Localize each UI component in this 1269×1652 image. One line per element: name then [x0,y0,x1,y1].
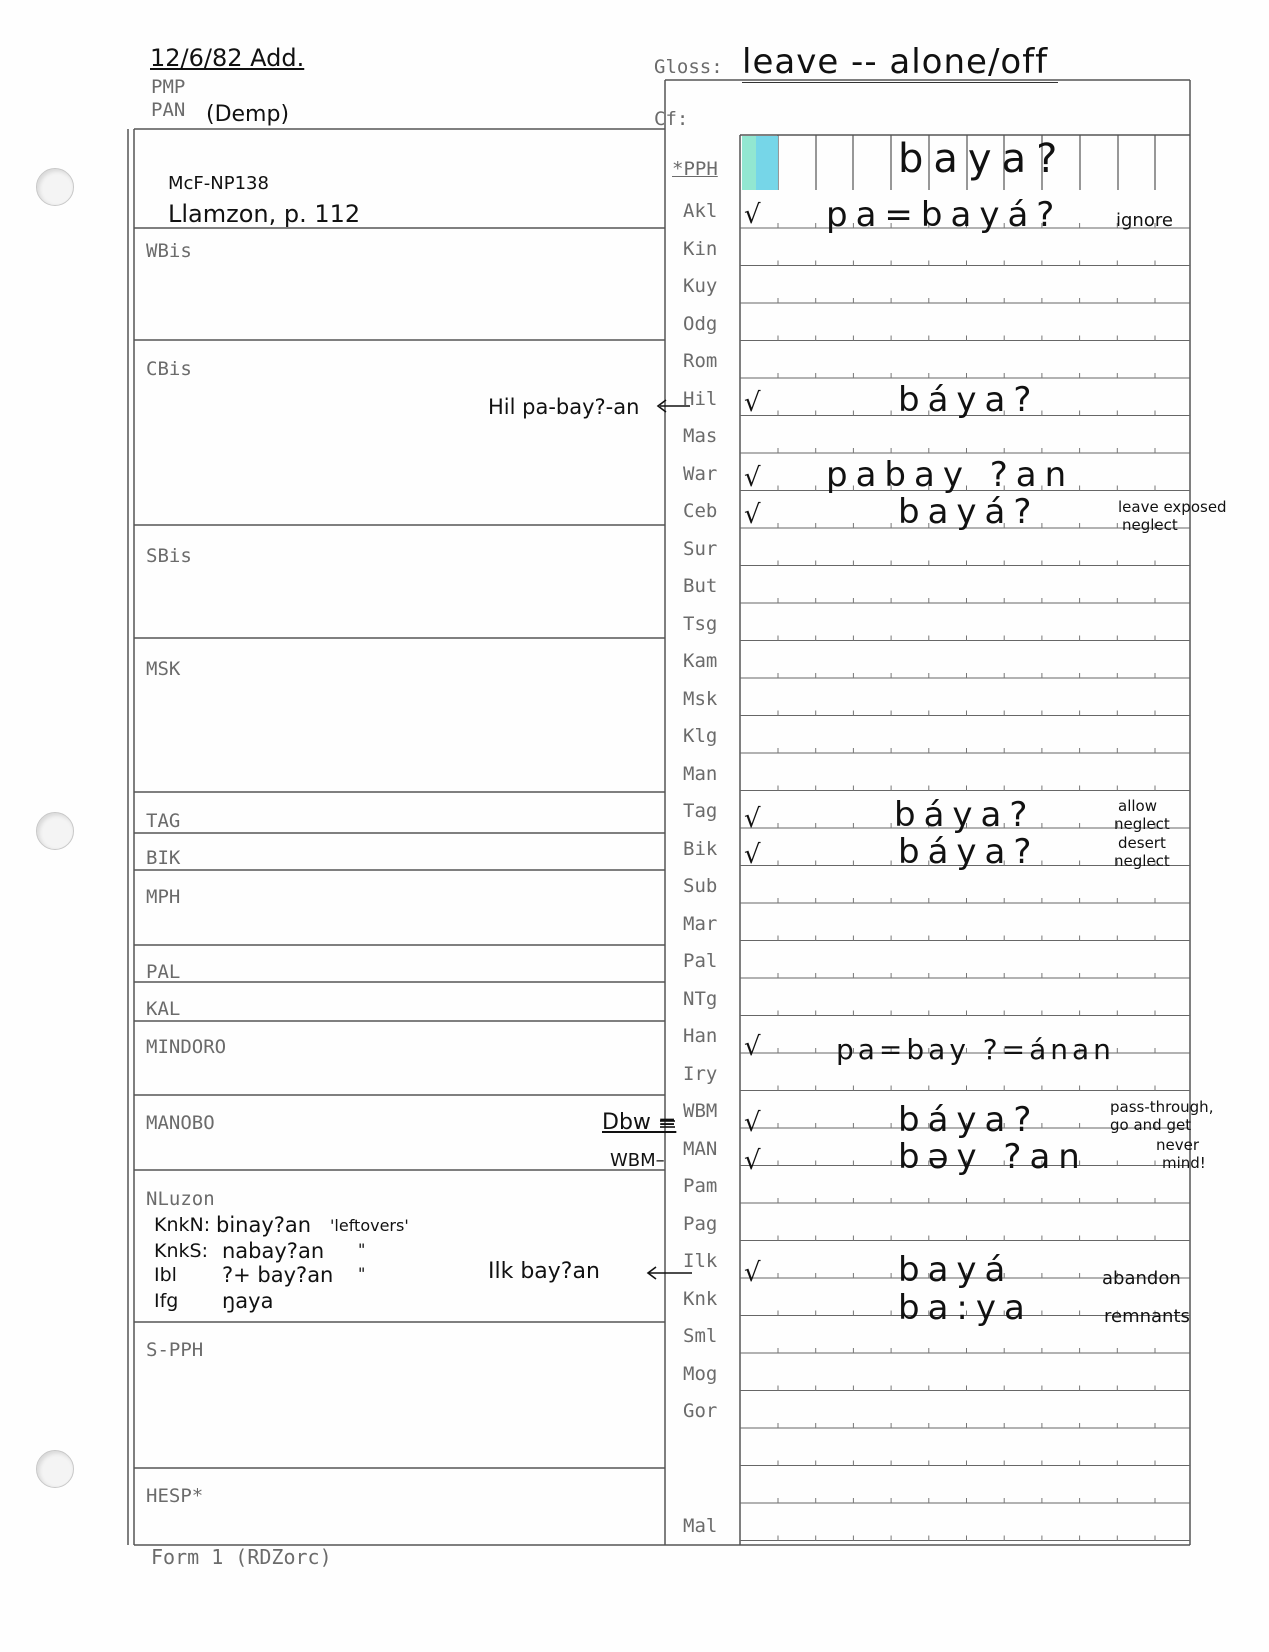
lang-code-gor: Gor [683,1400,718,1422]
war-gloss: leave exposed [1118,498,1227,516]
check-ilk: √ [744,1258,761,1288]
pmp-label: PMP [151,76,186,98]
check-war: √ [744,463,761,493]
lang-code-kin: Kin [683,237,718,260]
lang-code-rom: Rom [683,350,718,372]
lang-code-sur: Sur [683,537,718,560]
group-kal: KAL [146,998,181,1020]
lang-code-mar: Mar [683,912,718,935]
check-bik: √ [744,840,761,870]
tag-gloss-2: neglect [1114,815,1170,833]
tag-gloss-1: allow [1118,797,1157,815]
nluzon-gloss: " [358,1264,366,1283]
han-form: pa=bay ?=ánan [836,1033,1115,1066]
lang-pph: *PPH [672,158,718,180]
group-msk: MSK [146,658,181,680]
akl-gloss: ignore [1116,210,1173,231]
date-stamp: 12/6/82 Add. [150,44,305,72]
dbw-note: Dbw = [602,1110,677,1135]
lang-code-kam: Kam [683,650,718,672]
lang-code-odg: Odg [683,312,718,335]
lang-code-hil: Hil [683,387,718,410]
nluzon-form: nabay?an [222,1239,325,1263]
group-nluzon: NLuzon [146,1188,215,1210]
pan-note: (Demp) [206,102,290,127]
lang-code-wbm: WBM [683,1100,718,1122]
lang-code-pal: Pal [683,950,718,972]
wbm-form: báya? [898,1100,1040,1140]
lang-code-knk: Knk [683,1287,718,1310]
nluzon-form: binay?an [216,1213,312,1237]
group-tag: TAG [146,810,181,832]
group-wbis: WBis [146,240,192,262]
bik-form: báya? [898,832,1040,872]
lang-code-han: Han [683,1025,718,1047]
nluzon-code: Ifg [154,1290,179,1312]
group-pal: PAL [146,961,181,983]
check-hil: √ [744,388,761,418]
nluzon-gloss: 'leftovers' [330,1216,409,1235]
ceb-gloss: neglect [1122,516,1178,534]
wbm-gloss-1: pass-through, [1110,1098,1214,1116]
nluzon-form: ?+ bay?an [222,1263,334,1287]
bik-gloss-2: neglect [1114,852,1170,870]
lang-code-mal: Mal [683,1515,718,1537]
man-gloss-1: never [1156,1136,1200,1154]
lang-code-iry: Iry [683,1062,718,1085]
lang-code-mas: Mas [683,425,718,447]
check-akl: √ [744,200,761,230]
ilk-form: bayá [898,1250,1014,1290]
ilk-gloss: abandon [1102,1268,1181,1289]
lang-code-akl: Akl [683,200,718,222]
source-llamzon: Llamzon, p. 112 [168,200,361,228]
man-form: bəy ?an [898,1137,1088,1177]
ceb-form: bayá? [898,492,1040,532]
lang-code-tsg: Tsg [683,612,718,635]
lang-code-tag: Tag [683,800,718,822]
lang-code-war: War [683,462,718,485]
lang-code-kuy: Kuy [683,275,718,297]
lang-code-klg: Klg [683,725,718,747]
group-hesp: HESP* [146,1485,204,1507]
man-gloss-2: mind! [1162,1154,1206,1172]
wbm-gloss-2: go and get [1110,1116,1192,1134]
hil-form: báya? [898,380,1040,420]
check-man: √ [744,1146,761,1176]
group-sbis: SBis [146,545,192,567]
lang-code-bik: Bik [683,837,718,860]
tag-form: báya? [894,795,1036,835]
nluzon-form: ŋaya [222,1289,274,1313]
hil-note: Hil pa-bay?-an [488,395,640,419]
lang-code-mog: Mog [683,1362,718,1385]
form-footer: Form 1 (RDZorc) [151,1545,332,1569]
group-mindoro: MINDORO [146,1036,227,1058]
group-mph: MPH [146,886,181,908]
nluzon-code: KnkS: [154,1240,208,1262]
lang-code-pag: Pag [683,1212,718,1235]
war-form: pabay ?an [826,455,1075,495]
nluzon-code: KnkN: [154,1214,211,1236]
nluzon-code: Ibl [154,1264,177,1286]
lang-code-sub: Sub [683,875,718,897]
check-tag: √ [744,804,761,834]
lang-code-ilk: Ilk [683,1250,718,1272]
gloss-value: leave -- alone/off [742,42,1058,83]
group-bik: BIK [146,847,181,869]
lang-code-ntg: NTg [683,987,718,1010]
group-s-pph: S-PPH [146,1339,204,1361]
wbm-note: WBM– [610,1150,665,1171]
pan-label: PAN [151,99,186,121]
lang-code-man: MAN [683,1137,718,1160]
source-mcf: McF-NP138 [168,173,269,194]
bik-gloss-1: desert [1118,834,1166,852]
knk-gloss: remnants [1104,1306,1190,1327]
group-cbis: CBis [146,358,192,380]
lang-code-ceb: Ceb [683,500,718,522]
lang-code-man: Man [683,762,718,785]
pph-form: baya? [898,136,1068,182]
lang-code-msk: Msk [683,687,718,710]
check-ceb: √ [744,500,761,530]
akl-form: pa=bayá? [826,195,1063,235]
check-han: √ [744,1032,761,1062]
cf-label: Cf: [654,108,689,130]
nluzon-gloss: " [358,1240,366,1259]
ilk-note: Ilk bay?an [488,1259,600,1284]
lang-code-pam: Pam [683,1175,718,1197]
knk-form: ba:ya [898,1288,1033,1328]
lang-code-sml: Sml [683,1325,718,1347]
gloss-label: Gloss: [654,56,723,78]
lang-code-but: But [683,575,718,597]
check-wbm: √ [744,1108,761,1138]
group-manobo: MANOBO [146,1112,215,1134]
